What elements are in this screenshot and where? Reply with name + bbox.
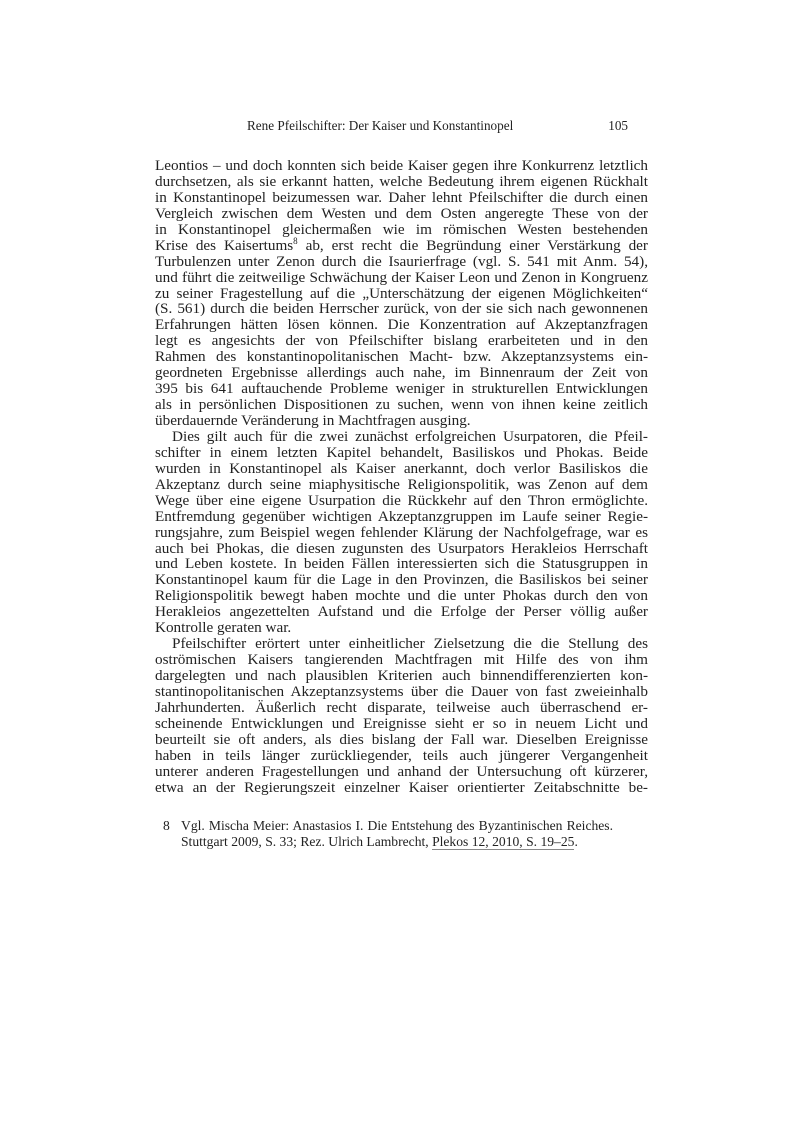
footnote-text: Stuttgart 2009, S. 33; Rez. Ulrich Lambrecht, xyxy=(181,834,433,849)
text-line: Akzeptanz durch seine miaphysitische Religionspolitik, was Zenon auf dem xyxy=(155,475,648,493)
text-line: Jahrhunderten. Äußerlich recht disparate, teilweise auch überraschend er- xyxy=(155,698,648,716)
text-line: Rahmen des konstantinopolitanischen Macht- bzw. Akzeptanzsystems ein- xyxy=(155,348,648,366)
text-fragment: Krise des Kaisertums xyxy=(155,236,294,254)
text-line: überdauernde Veränderung in Machtfragen ausging. xyxy=(155,412,471,429)
text-line: als in persönlichen Dispositionen zu suchen, wenn von ihnen keine zeitlich xyxy=(155,396,648,414)
text-line: Leontios – und doch konnten sich beide Kaiser gegen ihre Konkurrenz letztlich xyxy=(155,157,648,174)
page-number: 105 xyxy=(608,118,628,133)
text-line: und führt die zeitweilige Schwächung der Kaiser Leon und Zenon in Kongruenz xyxy=(155,268,648,286)
text-line: Dies gilt auch für die zwei zunächst erfolgreichen Usurpatoren, die Pfeil- xyxy=(172,427,648,445)
text-line: legt es angesichts der von Pfeilschifter bislang erarbeiteten und in den xyxy=(155,332,648,350)
footnote-line xyxy=(181,834,613,850)
text-line: auch bei Phokas, die diesen zugunsten des Usurpators Herakleios Herrschaft xyxy=(155,539,648,557)
text-line: 395 bis 641 auftauchende Probleme weniger in strukturellen Entwicklungen xyxy=(155,380,648,398)
text-line: (S. 561) durch die beiden Herrscher zurück, von der sie sich nach gewonnenen xyxy=(155,300,648,318)
text-line: haben in teils länger zurückliegender, teils auch jüngerer Vergangenheit xyxy=(155,746,648,764)
text-line: zu seiner Fragestellung auf die „Unterschätzung der eigenen Möglichkeiten“ xyxy=(155,284,648,302)
text-line: rungsjahre, zum Beispiel wegen fehlender Klärung der Nachfolgefrage, war es xyxy=(155,523,648,541)
text-line xyxy=(155,235,648,254)
text-line: Erfahrungen hätten lösen können. Die Konzentration auf Akzeptanzfragen xyxy=(155,316,648,334)
footnote-number: 8 xyxy=(163,818,170,833)
footnote-text: . xyxy=(574,834,578,849)
text-line: oströmischen Kaisers tangierenden Machtfragen mit Hilfe des von ihm xyxy=(155,651,648,669)
text-line: beurteilt sie oft anders, als dies bislang der Fall war. Dieselben Ereignisse xyxy=(155,730,648,748)
running-title: Rene Pfeilschifter: Der Kaiser und Konstantinopel xyxy=(247,118,514,133)
plekos-review-link[interactable]: Plekos 12, 2010, S. 19–25 xyxy=(432,834,575,849)
footnote-line: Vgl. Mischa Meier: Anastasios I. Die Entstehung des Byzantinischen Reiches. xyxy=(181,818,613,833)
footnote-ref[interactable]: 8 xyxy=(293,235,298,246)
text-line: unterer anderen Fragestellungen und anhand der Untersuchung oft kürzerer, xyxy=(155,762,648,780)
text-line: und Leben kostete. In beiden Fällen interessierten sich die Statusgruppen in xyxy=(155,555,648,573)
text-line: in Konstantinopel beizumessen war. Daher lehnt Pfeilschifter die durch einen xyxy=(155,188,648,206)
text-line: schifter in einem letzten Kapitel behandelt, Basiliskos und Phokas. Beide xyxy=(155,443,648,461)
text-line: geordneten Ergebnisse allerdings auch nahe, im Binnenraum der Zeit von xyxy=(155,364,648,382)
text-line: stantinopolitanischen Akzeptanzsystems über die Dauer von fast zweieinhalb xyxy=(155,682,648,700)
paragraph-3 xyxy=(155,636,648,795)
text-line: Herakleios angezettelten Aufstand und die Erfolge der Perser völlig außer xyxy=(155,603,648,621)
text-line: Konstantinopel kaum für die Lage in den Provinzen, die Basiliskos bei seiner xyxy=(155,571,648,589)
paragraph-1 xyxy=(155,158,648,429)
text-line: scheinende Entwicklungen und Ereignisse sieht er so in neuem Licht und xyxy=(155,714,648,732)
text-line: durchsetzen, als sie erkannt hatten, welche Bedeutung ihrem eigenen Rückhalt xyxy=(155,172,648,190)
body-text xyxy=(155,158,648,796)
text-line: dargelegten und nach plausiblen Kriterien auch binnendifferenzierten kon- xyxy=(155,667,648,684)
text-fragment: ab, erst recht die Begründung einer Verstärkung der xyxy=(297,236,648,254)
paragraph-2 xyxy=(155,429,648,636)
text-line: Wege über eine eigene Usurpation die Rückkehr auf den Thron ermöglichte. xyxy=(155,491,648,509)
text-line: in Konstantinopel gleichermaßen wie im römischen Westen bestehenden xyxy=(155,220,648,238)
text-line: etwa an der Regierungszeit einzelner Kaiser orientierter Zeitabschnitte be- xyxy=(155,778,648,796)
text-line: Pfeilschifter erörtert unter einheitlicher Zielsetzung die die Stellung des xyxy=(172,635,648,653)
text-line: Religionspolitik bewegt haben mochte und die unter Phokas durch den von xyxy=(155,587,648,605)
text-line: Turbulenzen unter Zenon durch die Isaurierfrage (vgl. S. 541 mit Anm. 54), xyxy=(155,252,648,270)
text-line: wurden in Konstantinopel als Kaiser anerkannt, doch verlor Basiliskos die xyxy=(155,459,648,477)
text-line: Entfremdung gegenüber wichtigen Akzeptanzgruppen im Laufe seiner Regie- xyxy=(155,507,648,525)
text-line: Vergleich zwischen dem Westen und dem Osten angeregte These von der xyxy=(155,204,648,222)
text-line: Kontrolle geraten war. xyxy=(155,619,292,637)
